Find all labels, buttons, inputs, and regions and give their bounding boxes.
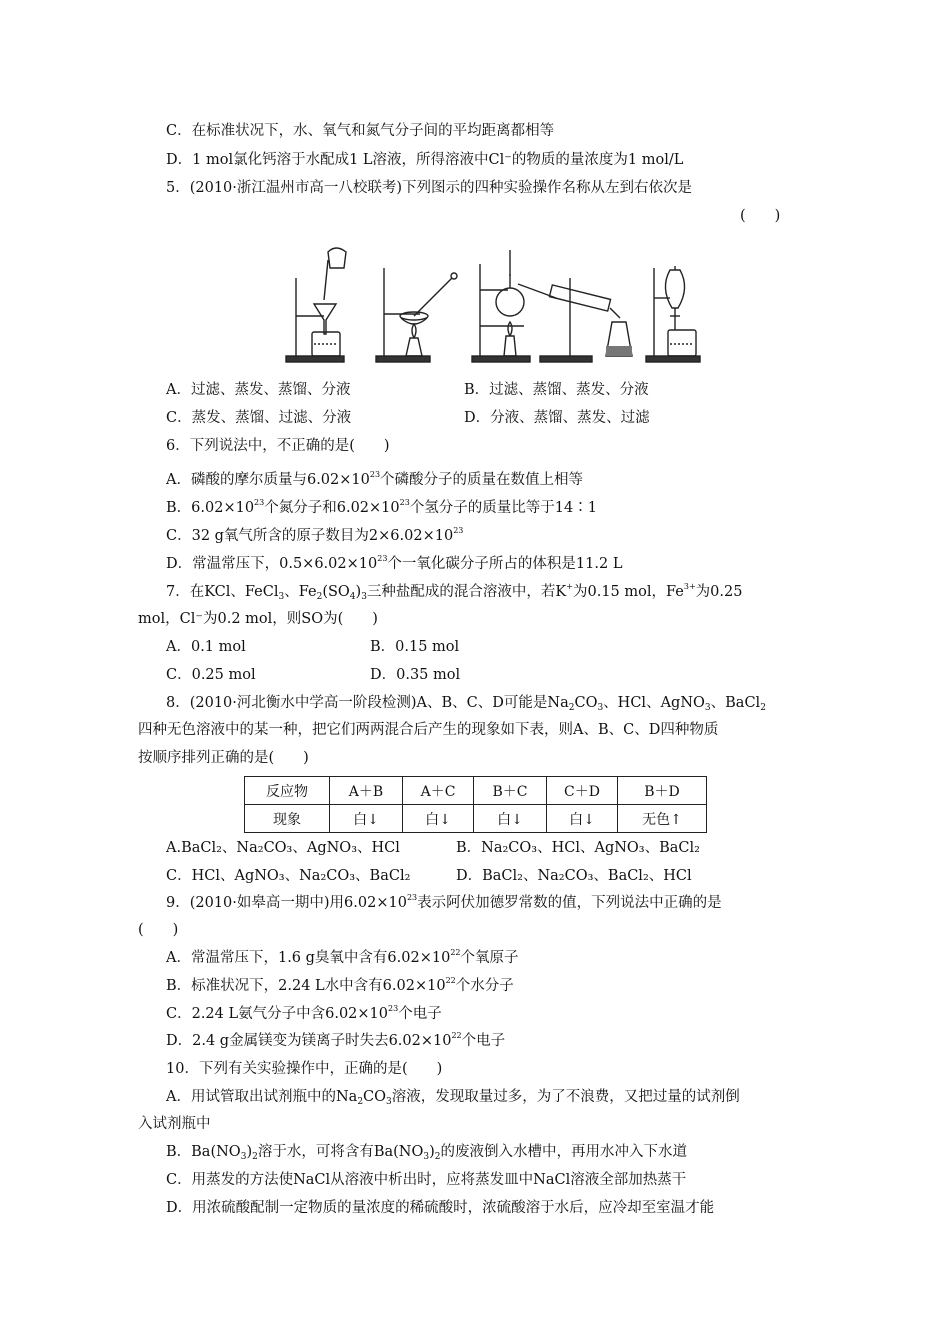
q7-stem: 7．在KCl、FeCl$_3$、$Fe_2(SO_4)_3$三种盐配成的混合溶液中，若K+为0.15 mol，$Fe^{3+}$为0.25 xyxy=(166,582,743,602)
q6-option-c: C．32 g氧气所含的原子数目为$2\times 6.02\times 10^{23}$ xyxy=(166,526,464,544)
table-cell: 无色↑ xyxy=(618,805,707,833)
reaction-table xyxy=(244,776,707,833)
q8-stem-line2: 四种无色溶液中的某一种，把它们两两混合后产生的现象如下表，则A、B、C、D四种物质 xyxy=(138,722,719,738)
q10-stem: 10．下列有关实验操作中，正确的是( ) xyxy=(166,1061,443,1077)
q4-option-c: C．在标准状况下，水、氧气和氮气分子间的平均距离都相等 xyxy=(166,123,555,139)
table-header-row xyxy=(245,777,707,805)
q5-stem: 5．(2010·浙江温州市高一八校联考)下列图示的四种实验操作名称从左到右依次是 xyxy=(166,180,693,196)
table-cell: C＋D xyxy=(547,777,618,805)
q5-option-d: D．分液、蒸馏、蒸发、过滤 xyxy=(464,410,650,426)
table-cell: A＋C xyxy=(403,777,474,805)
q5-option-c: C．蒸发、蒸馏、过滤、分液 xyxy=(166,410,352,426)
q10-option-c: C．用蒸发的方法使NaCl从溶液中析出时，应将蒸发皿中NaCl溶液全部加热蒸干 xyxy=(166,1172,687,1188)
table-row xyxy=(245,805,707,833)
q6-option-a: A．磷酸的摩尔质量与$6.02\times 10^{23}$个磷酸分子的质量在数值上相等 xyxy=(166,470,584,488)
q5-option-b: B．过滤、蒸馏、蒸发、分液 xyxy=(464,382,649,398)
table-cell: B＋C xyxy=(474,777,547,805)
q10-option-a-line2: 入试剂瓶中 xyxy=(138,1116,211,1132)
q8-option-a: A.BaCl₂、Na₂CO₃、AgNO₃、HCl xyxy=(166,840,400,856)
q8-option-b: B．Na₂CO₃、HCl、AgNO₃、BaCl₂ xyxy=(456,840,700,856)
table-cell: 白↓ xyxy=(474,805,547,833)
q7-option-d: D．0.35 mol xyxy=(370,667,461,683)
distillation-apparatus xyxy=(472,250,632,362)
q7-stem-line2: mol，Cl⁻为0.2 mol，则SO为( ) xyxy=(138,611,378,627)
q7-option-b: B．0.15 mol xyxy=(370,639,460,655)
q10-option-d: D．用浓硫酸配制一定物质的量浓度的稀硫酸时，浓硫酸溶于水后，应冷却至室温才能 xyxy=(166,1200,715,1216)
q7-option-c: C．0.25 mol xyxy=(166,667,256,683)
q8-stem: 8．(2010·河北衡水中学高一阶段检测)A、B、C、D可能是$Na_2CO_3$、HCl、AgNO$_3$、BaCl$_2$ xyxy=(166,695,766,713)
table-cell: 白↓ xyxy=(403,805,474,833)
q10-option-a: A．用试管取出试剂瓶中的$Na_2CO_3$溶液，发现取量过多，为了不浪费，又把过量的试剂倒 xyxy=(166,1089,740,1107)
q10-option-b: B．$Ba(NO_3)_2$溶于水，可将含有$Ba(NO_3)_2$的废液倒入水槽中，再用水冲入下水道 xyxy=(166,1144,688,1162)
q8-option-c: C．HCl、AgNO₃、Na₂CO₃、BaCl₂ xyxy=(166,868,411,884)
table-cell: 反应物 xyxy=(245,777,330,805)
q5-option-a: A．过滤、蒸发、蒸馏、分液 xyxy=(166,382,351,398)
table-cell: 现象 xyxy=(245,805,330,833)
table-cell: A＋B xyxy=(330,777,403,805)
q7-option-a: A．0.1 mol xyxy=(166,639,246,655)
q5-answer-bracket: ( ) xyxy=(740,208,781,224)
q9-option-c: C．2.24 L氨气分子中含$6.02\times 10^{23}$个电子 xyxy=(166,1004,442,1022)
q8-option-d: D．BaCl₂、Na₂CO₃、BaCl₂、HCl xyxy=(456,868,692,884)
q9-option-d: D．2.4 g金属镁变为镁离子时失去$6.02\times 10^{22}$个电子 xyxy=(166,1031,506,1049)
q9-option-a: A．常温常压下，1.6 g臭氧中含有$6.02\times 10^{22}$个氧原子 xyxy=(166,948,519,966)
q8-stem-line3: 按顺序排列正确的是( ) xyxy=(138,750,309,766)
table-cell: B＋D xyxy=(618,777,707,805)
evaporation-apparatus xyxy=(376,268,457,362)
separatory-funnel-apparatus xyxy=(646,266,700,362)
q9-answer-bracket: ( ) xyxy=(138,922,179,938)
table-cell: 白↓ xyxy=(547,805,618,833)
table-cell: 白↓ xyxy=(330,805,403,833)
q4-option-d: D．1 mol氯化钙溶于水配成1 L溶液，所得溶液中Cl⁻的物质的量浓度为1 mol/L xyxy=(166,152,684,168)
q6-stem: 6．下列说法中，不正确的是( ) xyxy=(166,438,390,454)
q9-stem: 9．(2010·如皋高一期中)用$6.02\times 10^{23}$表示阿伏加德罗常数的值，下列说法中正确的是 xyxy=(166,893,722,911)
q6-option-d: D．常温常压下，$0.5\times 6.02\times 10^{23}$个一氧化碳分子所占的体积是11.2 L xyxy=(166,554,623,572)
lab-apparatus-figure xyxy=(284,238,704,368)
filtration-apparatus xyxy=(286,248,346,362)
q6-option-b: B．$6.02\times 10^{23}$个氮分子和$6.02\times 10^{23}$个氢分子的质量比等于14∶1 xyxy=(166,498,597,516)
q9-option-b: B．标准状况下，2.24 L水中含有$6.02\times 10^{22}$个水分子 xyxy=(166,976,514,994)
